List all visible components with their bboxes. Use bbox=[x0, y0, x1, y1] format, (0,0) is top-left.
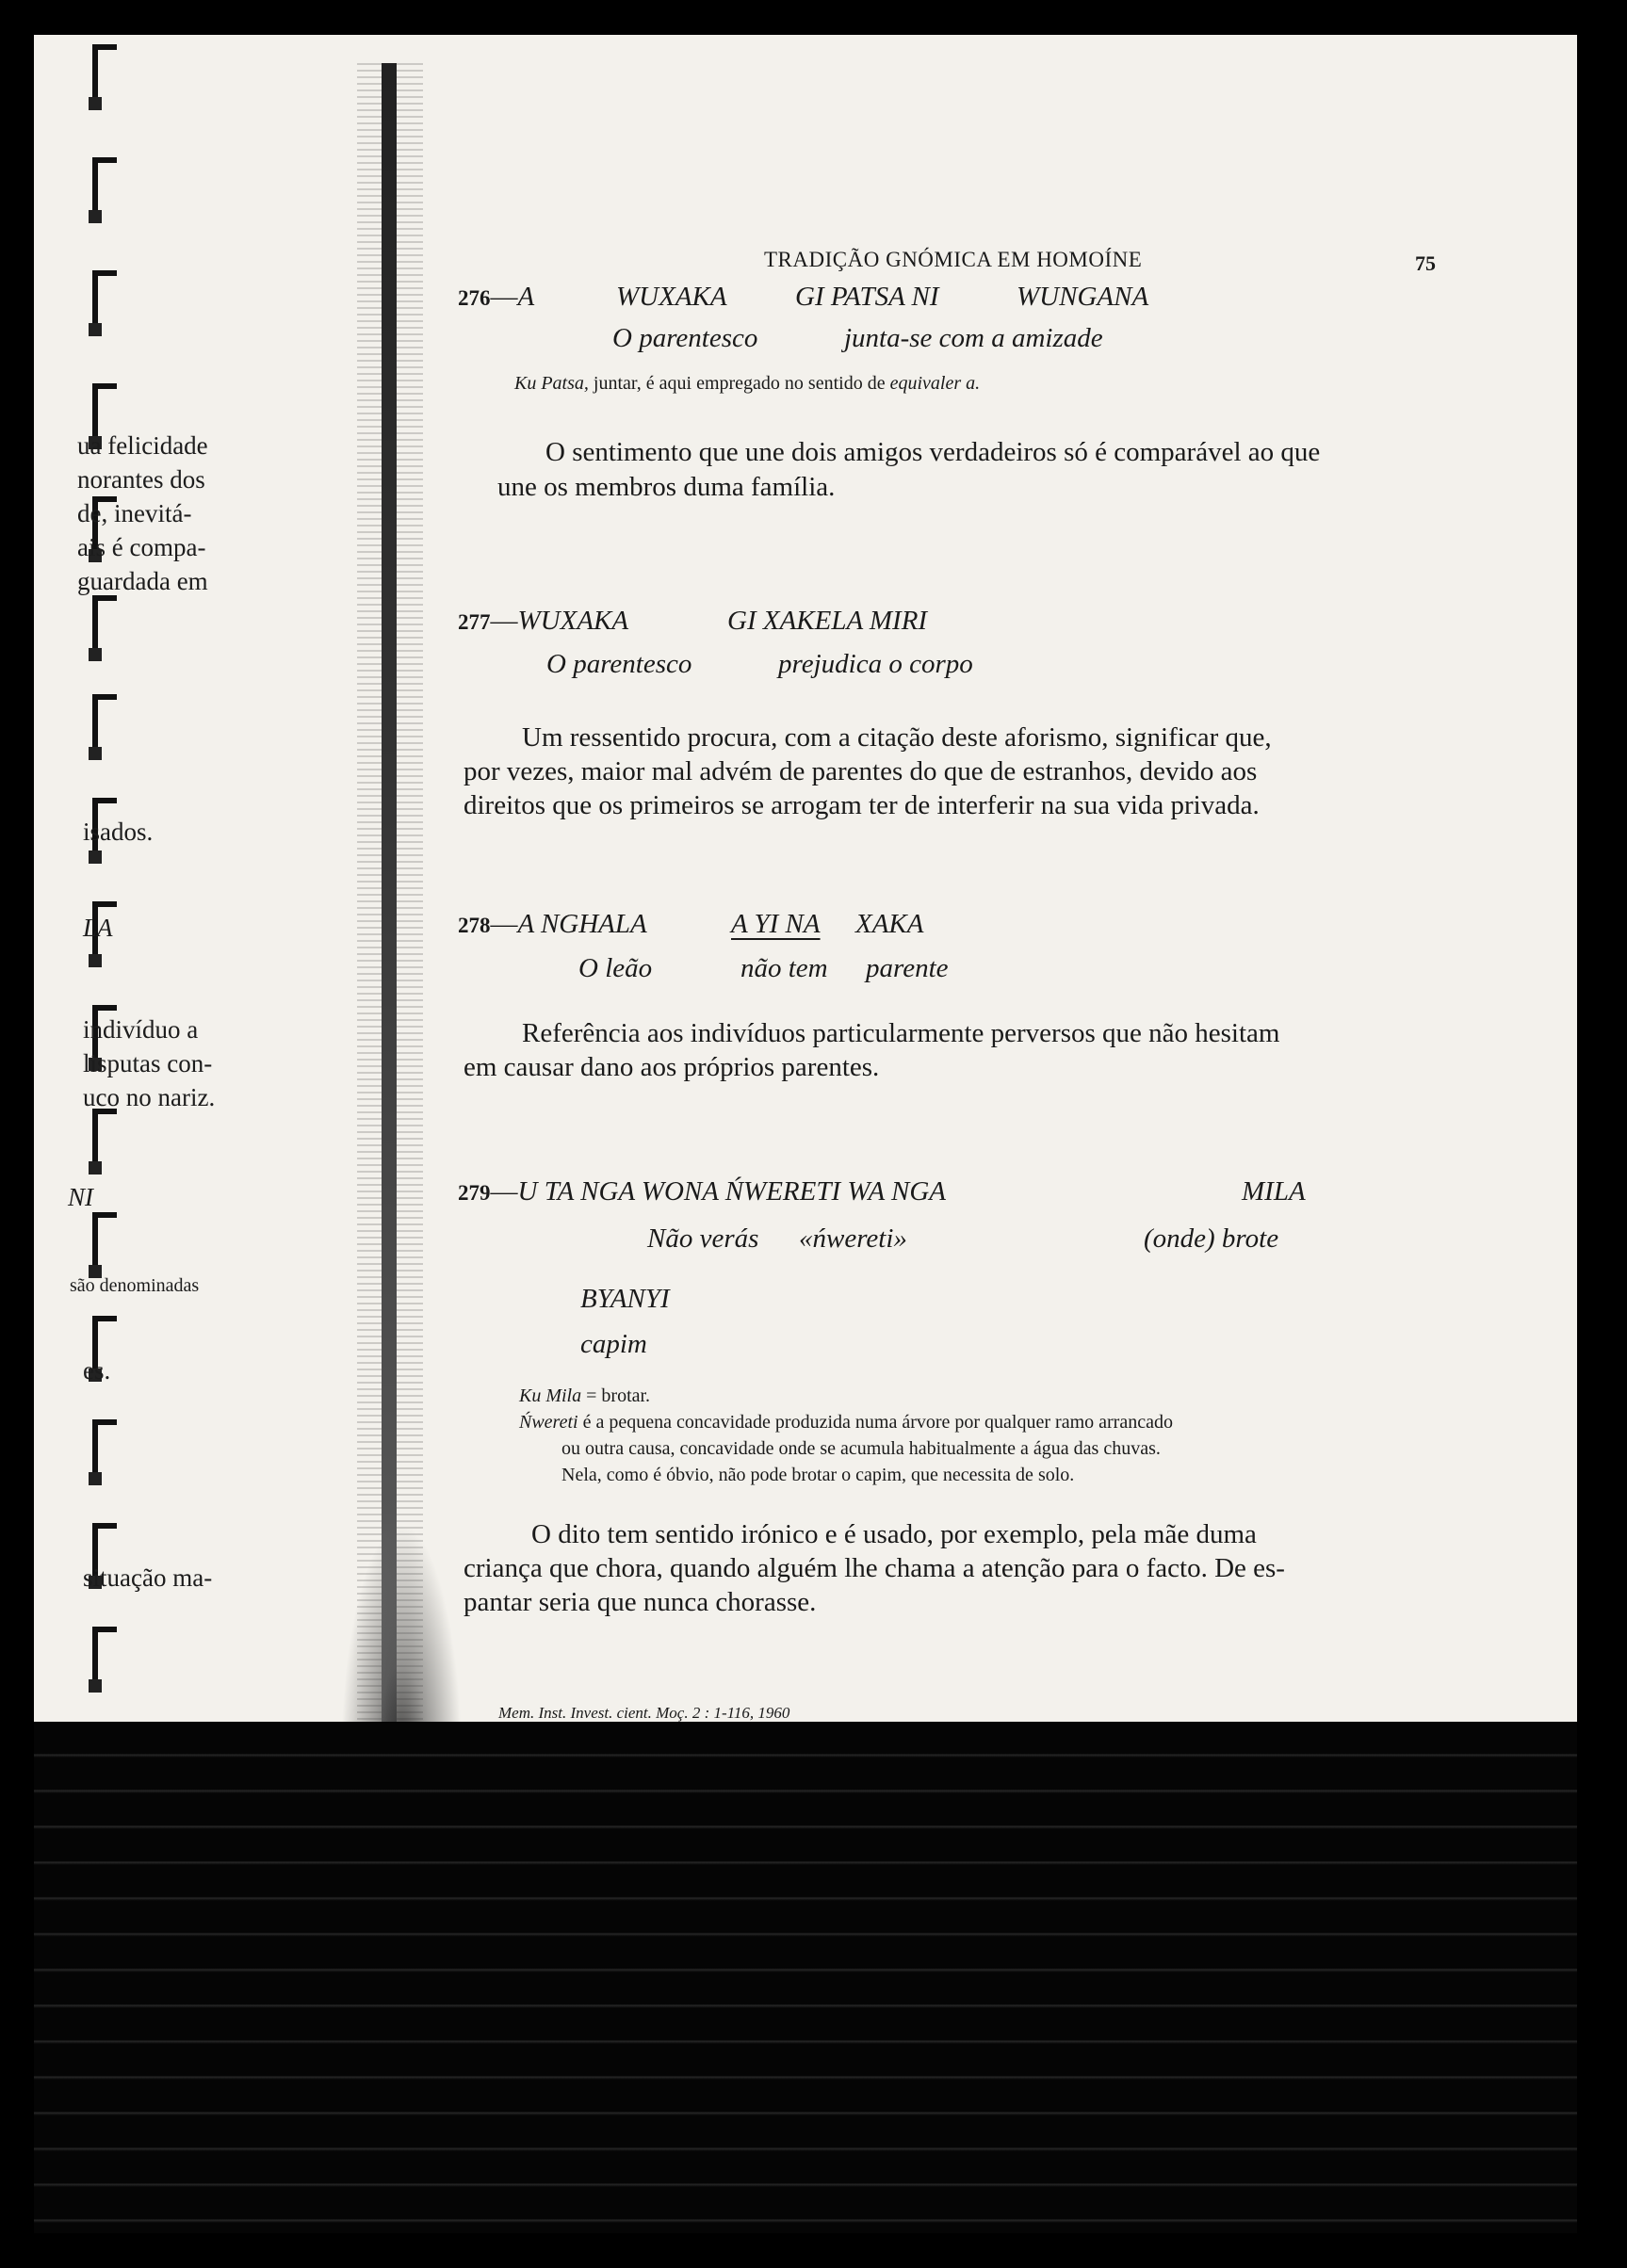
translation-word: parente bbox=[866, 953, 949, 983]
translation-word: «ńwereti» bbox=[799, 1223, 907, 1254]
proverb-word: MILA bbox=[1242, 1176, 1306, 1207]
left-fragment: LA bbox=[83, 914, 113, 942]
translation-word: não tem bbox=[740, 953, 828, 983]
left-fragment: de, inevitá- bbox=[77, 499, 192, 527]
binder-mark bbox=[89, 1212, 124, 1278]
binder-mark bbox=[89, 44, 124, 110]
proverb-word: BYANYI bbox=[580, 1284, 670, 1314]
translation-word: prejudica o corpo bbox=[778, 649, 973, 679]
binder-mark bbox=[89, 694, 124, 760]
proverb-word: XAKA bbox=[855, 909, 924, 939]
commentary-line: une os membros duma família. bbox=[497, 472, 836, 502]
left-fragment: ais é compa- bbox=[77, 533, 206, 561]
left-fragment: são denominadas bbox=[70, 1275, 200, 1296]
binder-mark bbox=[89, 1627, 124, 1693]
commentary-line: por vezes, maior mal advém de parentes do que de estranhos, devido aos bbox=[464, 756, 1258, 786]
translation-word: (onde) brote bbox=[1144, 1223, 1279, 1254]
commentary-line: pantar seria que nunca chorasse. bbox=[464, 1587, 817, 1617]
running-header: TRADIÇÃO GNÓMICA EM HOMOÍNE bbox=[764, 248, 1143, 271]
left-fragment: situação ma- bbox=[83, 1563, 213, 1592]
commentary-line: Referência aos indivíduos particularmente perversos que não hesitam bbox=[522, 1018, 1280, 1048]
translation-word: O parentesco bbox=[612, 323, 758, 353]
commentary-line: em causar dano aos próprios parentes. bbox=[464, 1052, 880, 1082]
proverb-line: 279—U TA NGA WONA ŃWERETI WA NGA bbox=[458, 1176, 946, 1207]
left-fragment: guardada em bbox=[77, 567, 208, 595]
proverb-word: GI PATSA NI bbox=[795, 282, 939, 312]
gutter-line bbox=[382, 63, 397, 1768]
proverb-word: A YI NA bbox=[731, 909, 821, 939]
proverb-word: GI XAKELA MIRI bbox=[727, 606, 928, 636]
page-number: 75 bbox=[1415, 251, 1436, 275]
left-fragment: NI bbox=[68, 1183, 93, 1211]
binder-mark bbox=[89, 1109, 124, 1174]
translation-word: junta-se com a amizade bbox=[844, 323, 1103, 353]
gloss-note: Ńwereti é a pequena concavidade produzida numa árvore por qualquer ramo arrancado bbox=[519, 1412, 1173, 1433]
left-fragment: uco no nariz. bbox=[83, 1083, 216, 1111]
binder-mark bbox=[89, 1419, 124, 1485]
translation-word: O leão bbox=[578, 953, 653, 983]
binding-gutter bbox=[340, 63, 463, 1768]
gloss-note: Ku Patsa, juntar, é aqui empregado no sentido de equivaler a. bbox=[514, 373, 981, 394]
gloss-note: Ku Mila = brotar. bbox=[519, 1385, 651, 1406]
proverb-number: 276 bbox=[458, 286, 491, 310]
translation-word: O parentesco bbox=[546, 649, 692, 679]
citation-footer: Mem. Inst. Invest. cient. Moç. 2 : 1-116, 1960 bbox=[498, 1704, 790, 1722]
left-fragment: ua felicidade bbox=[77, 431, 208, 460]
proverb-number: 277 bbox=[458, 610, 491, 634]
commentary-line: criança que chora, quando alguém lhe chama a atenção para o facto. De es- bbox=[464, 1553, 1285, 1583]
scan-lines bbox=[34, 1722, 1577, 2233]
gloss-note: Nela, como é óbvio, não pode brotar o capim, que necessita de solo. bbox=[561, 1465, 1075, 1485]
proverb-line: 277—WUXAKA bbox=[458, 606, 629, 636]
proverb-line: 276—A bbox=[458, 282, 535, 312]
commentary-line: O sentimento que une dois amigos verdadeiros só é comparável ao que bbox=[545, 437, 1321, 467]
left-fragment: norantes dos bbox=[77, 465, 205, 494]
gloss-note: ou outra causa, concavidade onde se acumula habitualmente a água das chuvas. bbox=[561, 1438, 1161, 1459]
proverb-line: 278—A NGHALA bbox=[458, 909, 647, 939]
left-fragment: isados. bbox=[83, 818, 154, 846]
proverb-word: WUNGANA bbox=[1017, 282, 1149, 312]
proverb-word: WUXAKA bbox=[616, 282, 727, 312]
left-fragment: indivíduo a bbox=[83, 1015, 199, 1044]
scan-artifact-band bbox=[34, 1722, 1577, 2233]
binder-mark bbox=[89, 157, 124, 223]
binder-mark bbox=[89, 270, 124, 336]
translation-word: Não verás bbox=[647, 1223, 759, 1254]
commentary-line: direitos que os primeiros se arrogam ter de interferir na sua vida privada. bbox=[464, 790, 1260, 820]
commentary-line: O dito tem sentido irónico e é usado, por exemplo, pela mãe duma bbox=[531, 1519, 1257, 1549]
proverb-number: 278 bbox=[458, 914, 491, 937]
translation-word: capim bbox=[580, 1329, 647, 1359]
proverb-number: 279 bbox=[458, 1181, 491, 1205]
left-fragment: lisputas con- bbox=[83, 1049, 213, 1077]
left-fragment: es. bbox=[83, 1356, 111, 1385]
commentary-line: Um ressentido procura, com a citação deste aforismo, significar que, bbox=[522, 722, 1272, 753]
binder-mark bbox=[89, 595, 124, 661]
